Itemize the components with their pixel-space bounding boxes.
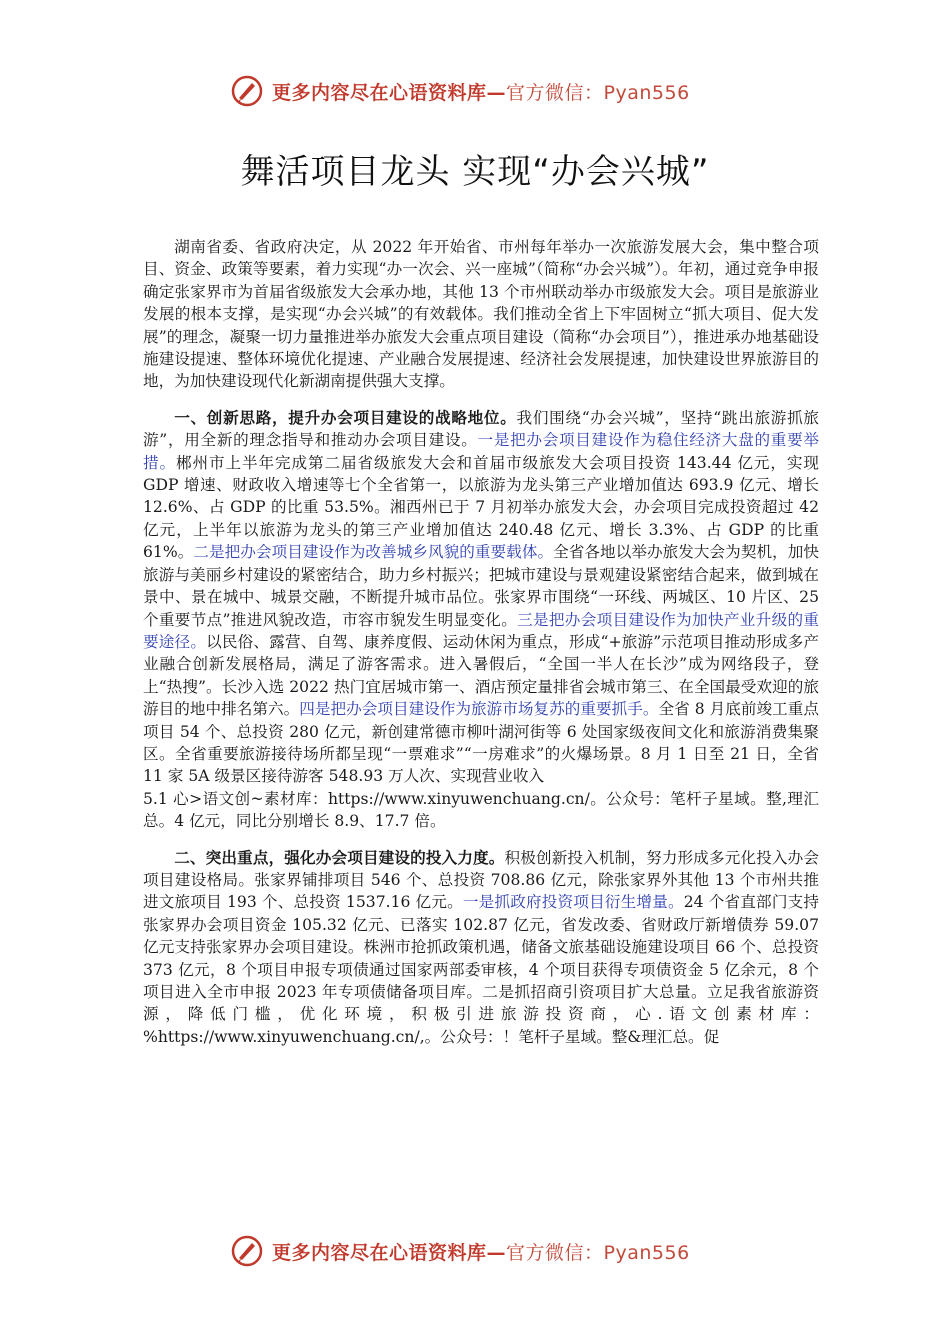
section-1-continuation: 5.1 心>语文创~素材库：https://www.xinyuwenchuang.cn/。公众号：笔杆子星域。整,理汇总。4 亿元，同比分别增长 8.9、17.7 倍。 — [143, 789, 819, 831]
point-2-highlight: 二是把办会项目建设作为改善城乡风貌的重要载体。 — [193, 543, 554, 562]
point-1-highlight: 一是把办会项目建设作为稳住经济大盘的重要举措。 — [143, 431, 819, 472]
banner-text: 更多内容尽在心语资料库—官方微信：Pyan556 — [272, 81, 690, 104]
article-body — [143, 236, 819, 1048]
page-title: 舞活项目龙头 实现“办会兴城” — [240, 152, 710, 192]
footer-banner — [230, 1234, 730, 1268]
banner-text: 更多内容尽在心语资料库—官方微信：Pyan556 — [272, 1241, 690, 1264]
intro-paragraph: 湖南省委、省政府决定，从 2022 年开始省、市州每年举办一次旅游发展大会，集中整合项目、资金、政策等要素，着力实现“办一次会、兴一座城”（简称“办会兴城”）。年初，通过竞争申报确定张家界市为首届省级旅发大会承办地，其他 13 个市州联动举办市级旅发大会。项目是旅游业发展的根本支撑，是实现“办会兴城”的有效载体。我们推动全省上下牢固树立“抓大项目、促大发展”的理念，凝聚一切力量推进举办旅发大会重点项目建设（简称“办会项目”），推进承办地基础设施建设提速、整体环境优化提速、产业融合发展提速、经济社会发展提速，加快建设世界旅游目的地，为加快建设现代化新湖南提供强大支撑。 — [143, 238, 819, 391]
header-banner — [230, 74, 730, 108]
point-3-highlight: 三是把办会项目建设作为加快产业升级的重要途径。 — [143, 610, 819, 651]
brush-logo-icon — [230, 1234, 264, 1268]
brush-logo-icon — [230, 74, 264, 108]
section-2-heading: 二、突出重点，强化办会项目建设的投入力度。 — [174, 848, 505, 867]
section-1-heading: 一、创新思路，提升办会项目建设的战略地位。 — [174, 408, 517, 427]
point-5-highlight: 一是抓政府投资项目衍生增量。 — [462, 893, 684, 912]
section-2-paragraph: 二、突出重点，强化办会项目建设的投入力度。积极创新投入机制，努力形成多元化投入办会项目建设格局。张家界铺排项目 546 个、总投资 708.86 亿元，除张家界外其他 13 个市州共推进文旅项目 193 个、总投资 1537.16 亿元。一是抓政府投资项目衍生增量。24 个省直部门支持张家界办会项目资金 105.32 亿元、已落实 102.87 亿元，省发改委、省财政厅新增债券 59.07 亿元支持张家界办会项目建设。株洲市抢抓政策机遇，储备文旅基础设施建设项目 66 个、总投资 373 亿元，8 个项目申报专项债通过国家两部委审核，4 个项目获得专项债资金 5 亿余元，8 个项目进入全市申报 2023 年专项债储备项目库。二是抓招商引资项目扩大总量。立足我省旅游资源，降低门槛，优化环境，积极引进旅游投资商，心.语文创素材库：%https://www.xinyuwenchuang.cn/,。公众号：！笔杆子星域。整&理汇总。促 — [143, 848, 819, 1046]
section-1-paragraph: 一、创新思路，提升办会项目建设的战略地位。我们围绕“办会兴城”，坚持“跳出旅游抓旅游”，用全新的理念指导和推动办会项目建设。一是把办会项目建设作为稳住经济大盘的重要举措。郴州市上半年完成第二届省级旅发大会和首届市级旅发大会项目投资 143.44 亿元，实现 GDP 增速、财政收入增速等七个全省第一，以旅游为龙头第三产业增加值达 693.9 亿元、增长 12.6%、占 GDP 的比重 53.5%。湘西州已于 7 月初举办旅发大会，办会项目完成投资超过 42 亿元，上半年以旅游为龙头的第三产业增加值达 240.48 亿元、增长 3.3%、占 GDP 的比重 61%。二是把办会项目建设作为改善城乡风貌的重要载体。全省各地以举办旅发大会为契机，加快旅游与美丽乡村建设的紧密结合，助力乡村振兴；把城市建设与景观建设紧密结合起来，做到城在景中、景在城中、城景交融，不断提升城市品位。张家界市围绕“一环线、两城区、10 片区、25 个重要节点”推进风貌改造，市容市貌发生明显变化。三是把办会项目建设作为加快产业升级的重要途径。以民俗、露营、自驾、康养度假、运动休闲为重点，形成“+旅游”示范项目推动形成多产业融合创新发展格局，满足了游客需求。进入暑假后，“全国一半人在长沙”成为网络段子，登上“热搜”。长沙入选 2022 热门宜居城市第一、酒店预定量排省会城市第三、在全国最受欢迎的旅游目的地中排名第六。四是把办会项目建设作为旅游市场复苏的重要抓手。全省 8 月底前竣工重点项目 54 个、总投资 280 亿元，新创建常德市柳叶湖河街等 6 处国家级夜间文化和旅游消费集聚区。全省重要旅游接待场所都呈现“一票难求”“一房难求”的火爆场景。8 月 1 日至 21 日，全省 11 家 5A 级景区接待游客 548.93 万人次、实现营业收入 — [143, 408, 819, 786]
point-4-highlight: 四是把办会项目建设作为旅游市场复苏的重要抓手。 — [299, 700, 659, 719]
